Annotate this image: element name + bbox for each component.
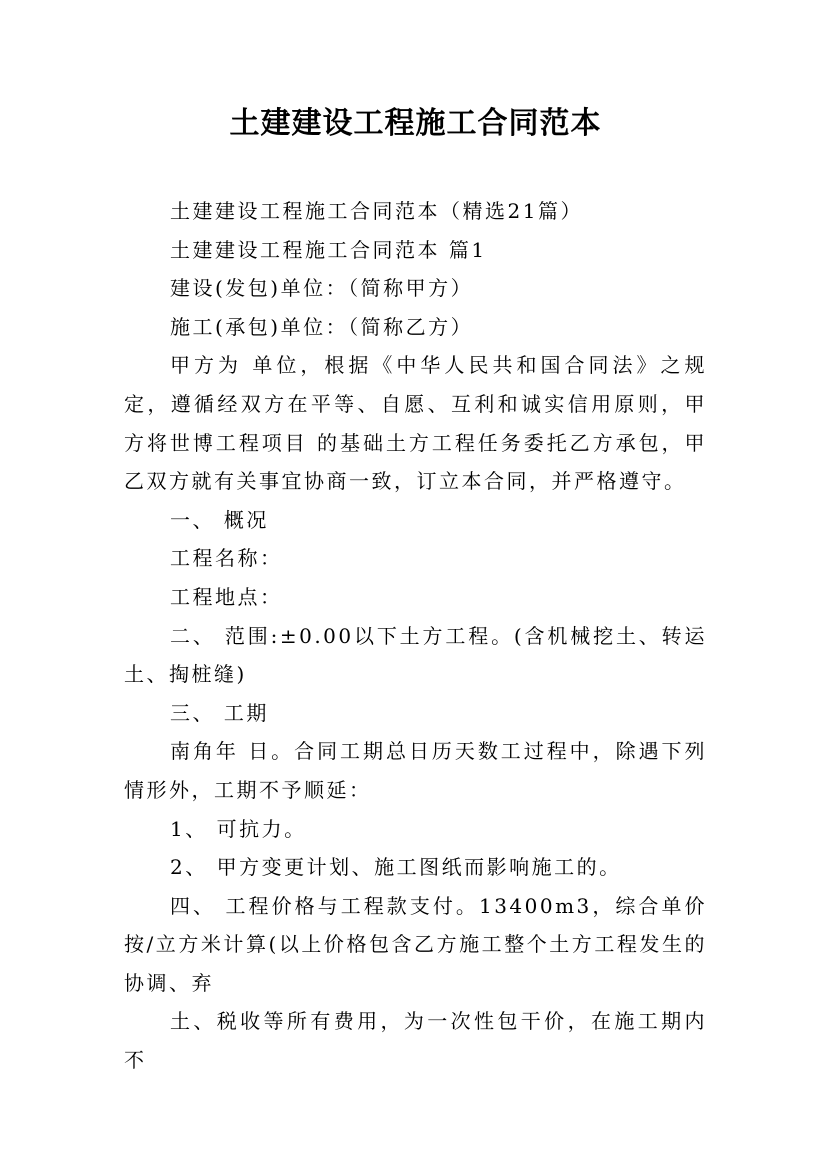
paragraph-party-b: 施工(承包)单位：（简称乙方）: [170, 314, 474, 339]
document-body: [124, 192, 707, 1080]
paragraph-subtitle: 土建建设工程施工合同范本（精选21篇）: [170, 199, 583, 223]
paragraph-section-heading: 土建建设工程施工合同范本 篇1: [170, 237, 487, 262]
paragraph-price: 四、 工程价格与工程款支付。13400m3，综合单价按/立方米计算(以上价格包含乙方施工整个土方工程发生的协调、弃: [124, 893, 707, 995]
document-title: 土建建设工程施工合同范本: [229, 106, 602, 141]
paragraph-price-continued: 土、税收等所有费用，为一次性包干价，在施工期内不: [124, 1009, 707, 1073]
paragraph-project-location: 工程地点：: [170, 584, 283, 609]
paragraph-schedule: 南角年 日。合同工期总日历天数工过程中，除遇下列情形外，工期不予顺延：: [124, 739, 707, 802]
paragraph-scope: 二、 范围:±0.00以下土方工程。(含机械挖土、转运土、掏桩缝): [124, 623, 707, 687]
paragraph-schedule-heading: 三、 工期: [170, 700, 269, 725]
paragraph-item-2: 2、 甲方变更计划、施工图纸而影响施工的。: [170, 855, 622, 880]
paragraph-party-a: 建设(发包)单位：（简称甲方）: [170, 276, 474, 301]
paragraph-overview-heading: 一、 概况: [170, 507, 269, 532]
paragraph-project-name: 工程名称：: [170, 546, 283, 571]
paragraph-item-1: 1、 可抗力。: [170, 816, 307, 841]
paragraph-preamble: 甲方为 单位，根据《中华人民共和国合同法》之规定，遵循经双方在平等、自愿、互利和诚实信用原则，甲方将世博工程项目 的基础土方工程任务委托乙方承包，甲乙双方就有关事宜协商一致，订立本合同，并严格遵守。: [124, 353, 707, 494]
